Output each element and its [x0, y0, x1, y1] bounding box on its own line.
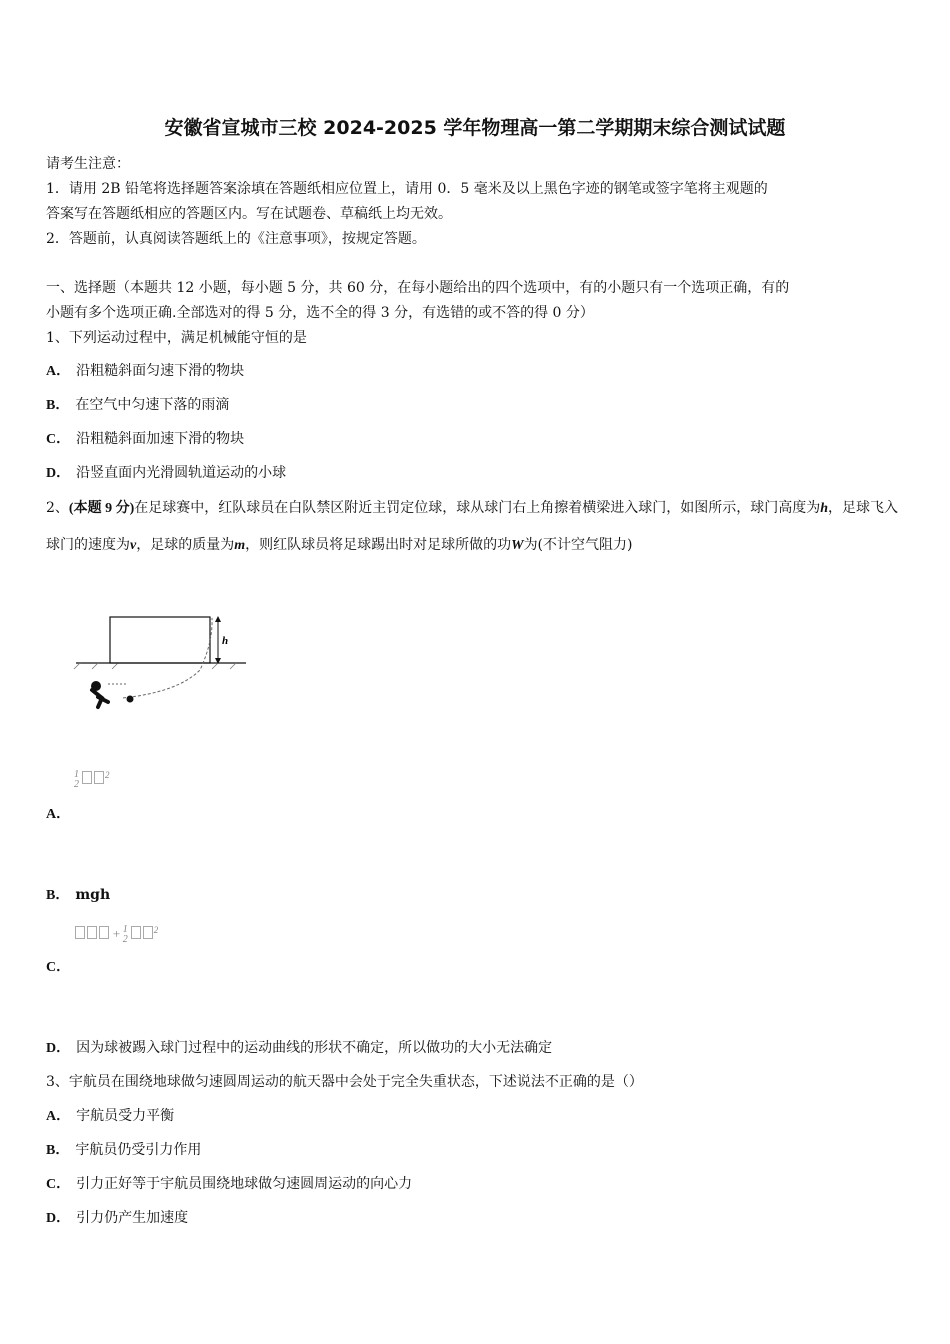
option-letter: C． [46, 960, 71, 975]
section-heading-line-1: 一、选择题（本题共 12 小题，每小题 5 分，共 60 分，在每小题给出的四个选项中，有的小题只有一个选项正确，有的 [46, 280, 790, 296]
goal-kick-figure [68, 612, 253, 722]
option-letter: D． [46, 1211, 71, 1226]
option-text: 引力仍产生加速度 [76, 1210, 189, 1226]
option-letter: C． [46, 1177, 71, 1192]
notice-heading: 请考生注意： [46, 156, 130, 172]
option-text: 引力正好等于宇航员围绕地球做匀速圆周运动的向心力 [76, 1176, 413, 1192]
goal-frame [110, 617, 210, 663]
q2-number: 2、 [46, 500, 69, 516]
q2-text: ，足球飞入球门的速度为 [46, 500, 899, 553]
q1-option-c [46, 428, 244, 448]
option-letter: A． [46, 807, 71, 822]
q1-stem: 1、下列运动过程中，满足机械能守恒的是 [46, 330, 307, 346]
q2-var-w: W [511, 538, 524, 553]
q2-option-d [46, 1037, 552, 1057]
notice-item-2: 2．答题前，认真阅读答题纸上的《注意事项》，按规定答题。 [46, 231, 426, 247]
option-letter: A． [46, 1109, 71, 1124]
q3-option-c [46, 1173, 412, 1193]
q2-var-m: m [234, 538, 246, 553]
option-text: 宇航员仍受引力作用 [75, 1142, 202, 1158]
option-letter: D． [46, 466, 71, 481]
ball-trajectory [123, 618, 212, 698]
option-letter: A． [46, 364, 71, 379]
q2-text: 为(不计空气阻力) [523, 537, 633, 553]
player-icon [91, 681, 134, 707]
q1-option-a [46, 360, 244, 380]
plus-sign: + [112, 926, 121, 942]
q3-option-a [46, 1105, 174, 1125]
option-text: 沿竖直面内光滑圆轨道运动的小球 [76, 465, 287, 481]
q2-text: ，足球的质量为 [136, 537, 235, 553]
q2-option-c [46, 956, 76, 976]
frac-denominator: 2 [122, 934, 128, 946]
q3-stem: 3、宇航员在围绕地球做匀速圆周运动的航天器中会处于完全失重状态，下述说法不正确的是（） [46, 1074, 643, 1090]
q2-option-a-formula [74, 770, 110, 790]
exponent: 2 [105, 770, 110, 780]
page-title: 安徽省宣城市三校 2024-2025 学年物理高一第二学期期末综合测试试题 [164, 117, 786, 139]
option-letter: B． [46, 1143, 70, 1158]
option-text: 沿粗糙斜面加速下滑的物块 [76, 431, 245, 447]
q3-option-b [46, 1139, 201, 1159]
ground-hatch [74, 663, 236, 669]
ball-icon [127, 696, 134, 703]
q3-option-d [46, 1207, 188, 1227]
q2-option-b [46, 884, 110, 904]
q2-option-c-formula [74, 925, 158, 945]
frac-numerator: 1 [74, 769, 79, 781]
section-heading-line-2: 小题有多个选项正确.全部选对的得 5 分，选不全的得 3 分，有选错的或不答的得 0 分） [46, 305, 594, 321]
frac-numerator: 1 [122, 924, 128, 936]
option-text: 宇航员受力平衡 [76, 1108, 175, 1124]
q2-option-a [46, 803, 76, 823]
notice-item-1-line-1: 1．请用 2B 铅笔将选择题答案涂填在答题纸相应位置上，请用 0．5 毫米及以上黑色字迹的钢笔或签字笔将主观题的 [46, 181, 768, 197]
q2-var-h: h [820, 501, 829, 516]
q1-option-b [46, 394, 229, 414]
q2-var-v: v [130, 538, 137, 553]
notice-item-1-line-2: 答案写在答题纸相应的答题区内。写在试题卷、草稿纸上均无效。 [46, 206, 452, 222]
q2-stem [46, 490, 908, 564]
option-text: 在空气中匀速下落的雨滴 [75, 397, 230, 413]
option-text: mgh [75, 887, 111, 903]
option-letter: C． [46, 432, 71, 447]
q2-text: ，则红队球员将足球踢出时对足球所做的功 [245, 537, 512, 553]
exponent: 2 [153, 925, 159, 935]
q2-text: 在足球赛中，红队球员在白队禁区附近主罚定位球，球从球门右上角擦着横梁进入球门，如图所示，球门高度为 [134, 500, 821, 516]
option-letter: D． [46, 1041, 71, 1056]
frac-denominator: 2 [74, 779, 79, 791]
option-text: 因为球被踢入球门过程中的运动曲线的形状不确定，所以做功的大小无法确定 [76, 1040, 553, 1056]
height-label: h [222, 635, 229, 647]
option-letter: B． [46, 398, 70, 413]
option-letter: B． [46, 888, 70, 903]
option-text: 沿粗糙斜面匀速下滑的物块 [76, 363, 245, 379]
q1-option-d [46, 462, 286, 482]
q2-points: (本题 9 分) [68, 501, 135, 516]
